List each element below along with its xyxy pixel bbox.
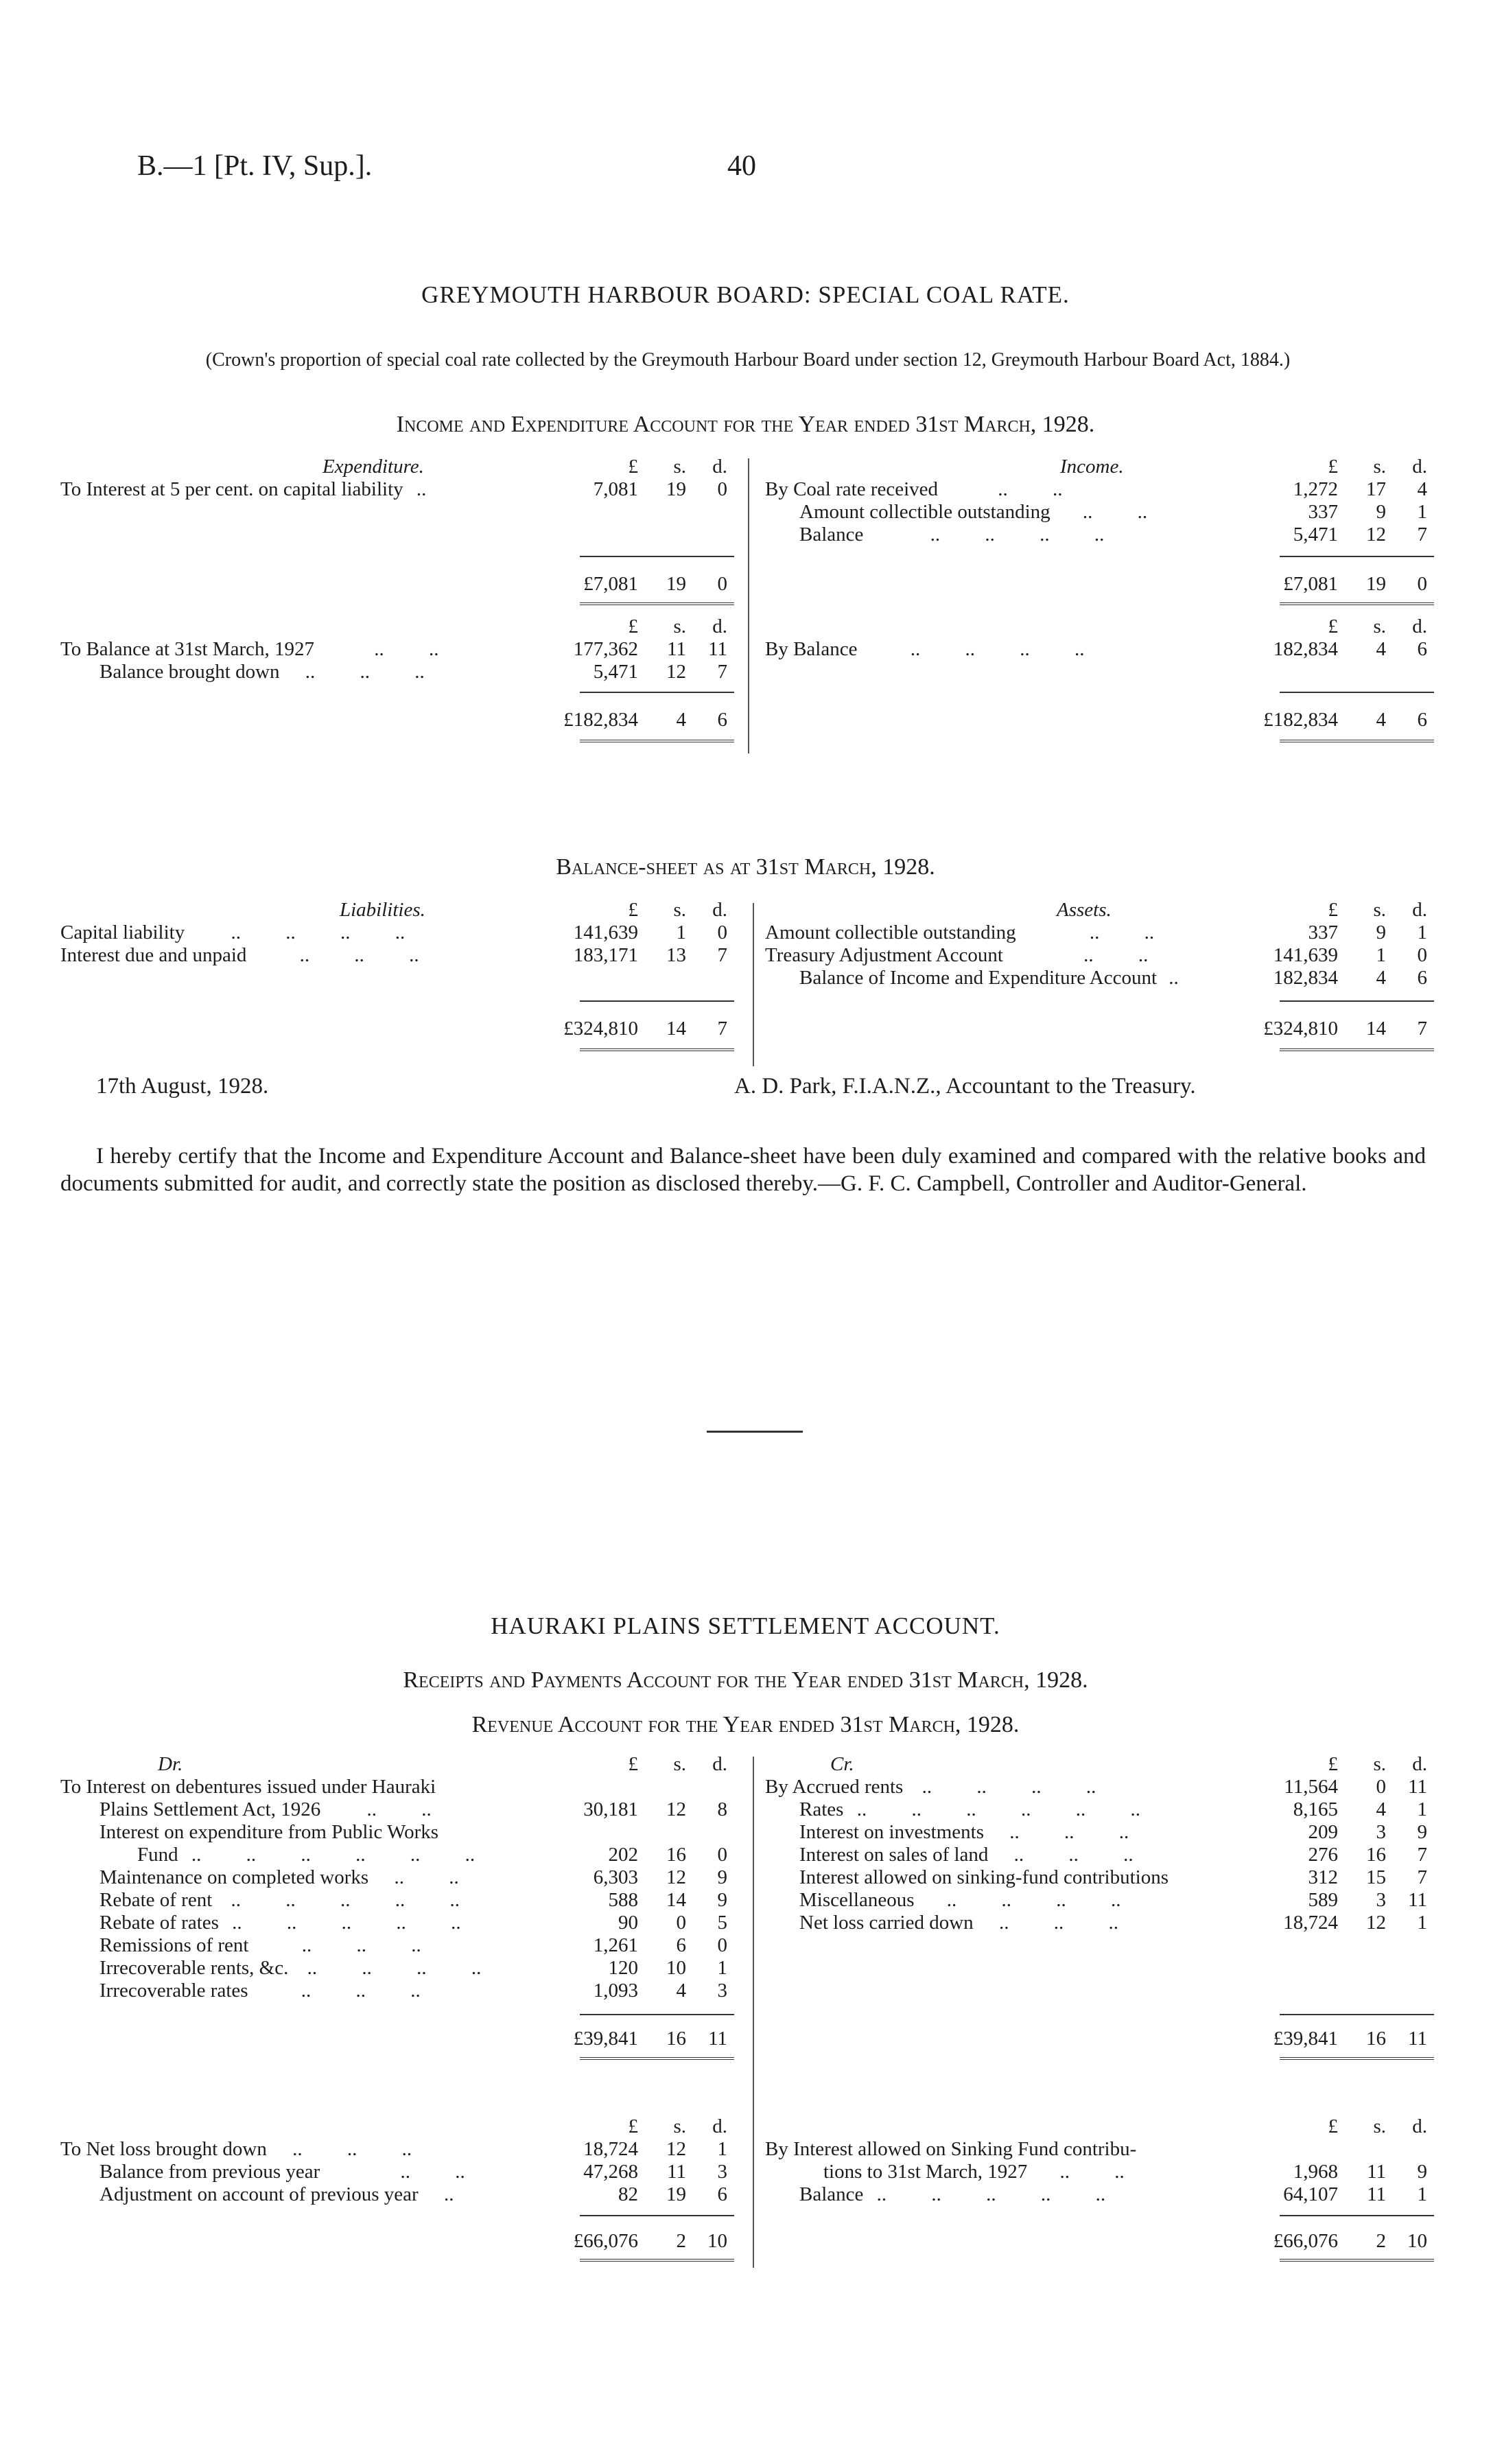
amount-pounds: 64,107 [1283,2183,1338,2205]
total-pence: 7 [1417,1018,1427,1040]
table-row: Capital liability .. .. .. .. [60,922,406,943]
sum-rule [580,2014,734,2015]
amount-shillings: 4 [676,1980,686,2002]
total-pounds: £7,081 [1283,573,1338,595]
row-label: tions to 31st March, 1927 [823,2161,1028,2183]
sum-rule [580,692,734,693]
col-pound-left: £ [628,899,638,921]
total-pounds: £182,834 [563,709,638,731]
amount-pence: 3 [717,2161,727,2183]
row-label: Net loss carried down [799,1912,974,1934]
sum-rule [1280,1000,1434,1002]
amount-pounds: 588 [608,1889,638,1911]
amount-shillings: 13 [666,944,686,966]
col-s-left: s. [673,1753,686,1775]
col-d-right: d. [1412,615,1427,637]
amount-pounds: 11,564 [1284,1776,1338,1798]
row-label: Adjustment on account of previous year [99,2183,419,2205]
amount-shillings: 9 [1376,501,1386,523]
double-rule [1280,2057,1434,2060]
amount-pounds: 1,968 [1293,2161,1338,2183]
total-pounds: £324,810 [563,1018,638,1040]
col-s-right: s. [1373,899,1386,921]
amount-pence: 0 [717,1934,727,1956]
total-pence: 10 [707,2230,727,2252]
amount-pounds: 5,471 [1293,524,1338,545]
amount-pence: 1 [717,2138,727,2160]
double-rule [580,740,734,742]
col-s-right: s. [1373,2115,1386,2137]
amount-pence: 6 [1417,967,1427,989]
table-row: tions to 31st March, 1927 .. .. [823,2161,1125,2183]
amount-pence: 7 [1417,1866,1427,1888]
row-label: Treasury Adjustment Account [765,944,1003,966]
amount-shillings: 12 [666,661,686,683]
table-row: Interest on expenditure from Public Works [99,1821,439,1843]
total-pence: 11 [708,2028,727,2050]
income-expenditure-title: Income and Expenditure Account for the Year ended 31st March, 1928. [396,412,1095,437]
receipts-payments-title: Receipts and Payments Account for the Year ended 31st March, 1928. [403,1667,1088,1693]
row-label: By Accrued rents [765,1776,904,1798]
col-pound-left: £ [628,615,638,637]
amount-pounds: 182,834 [1273,967,1338,989]
row-label: Capital liability [60,922,185,943]
page-number: 40 [727,150,756,182]
amount-shillings: 17 [1366,478,1386,500]
table-row: Plains Settlement Act, 1926 .. .. [99,1798,432,1820]
amount-shillings: 16 [1366,1844,1386,1866]
row-label: Amount collectible outstanding [799,501,1050,523]
col-d-right: d. [1412,2115,1427,2137]
amount-shillings: 3 [1376,1821,1386,1843]
total-pence: 6 [717,709,727,731]
row-label: Balance brought down [99,661,280,683]
total-shillings: 2 [1376,2230,1386,2252]
amount-shillings: 12 [1366,524,1386,545]
col-pound-right: £ [1328,1753,1338,1775]
sum-rule [1280,2014,1434,2015]
col-d-right: d. [1412,899,1427,921]
amount-pence: 9 [717,1866,727,1888]
amount-shillings: 11 [667,2161,686,2183]
total-pounds: £66,076 [1273,2230,1338,2252]
sum-rule [1280,556,1434,557]
total-shillings: 19 [1366,573,1386,595]
amount-pounds: 1,272 [1293,478,1338,500]
amount-pence: 6 [1417,638,1427,660]
row-label: Balance from previous year [99,2161,320,2183]
total-shillings: 16 [1366,2028,1386,2050]
amount-pounds: 18,724 [583,2138,638,2160]
amount-pence: 11 [1408,1776,1427,1798]
amount-shillings: 19 [666,478,686,500]
total-shillings: 19 [666,573,686,595]
amount-pounds: 8,165 [1293,1798,1338,1820]
col-s-left: s. [673,2115,686,2137]
amount-pence: 1 [1417,2183,1427,2205]
amount-pence: 3 [717,1980,727,2002]
total-pounds: £324,810 [1263,1018,1338,1040]
table-row: To Net loss brought down .. .. .. [60,2138,412,2160]
amount-pounds: 177,362 [573,638,638,660]
sum-rule [580,2215,734,2216]
auditor-certificate: I hereby certify that the Income and Expenditure Account and Balance-sheet have been duly examined and compared with the relative books and documents submitted for audit, and correctly state the position as disclosed thereby.—G. F. C. Campbell, Controller and Auditor-General. [60,1144,1426,1196]
total-shillings: 4 [1376,709,1386,731]
double-rule [1280,2259,1434,2262]
col-s-left: s. [673,456,686,478]
table-row: Adjustment on account of previous year .. [99,2183,454,2205]
amount-pence: 1 [1417,501,1427,523]
amount-pence: 1 [1417,922,1427,943]
table-row: Rebate of rates .. .. .. .. .. [99,1912,461,1934]
column-divider [753,903,754,1066]
row-label: Irrecoverable rents, &c. [99,1957,289,1979]
amount-shillings: 12 [1366,1912,1386,1934]
amount-pence: 4 [1417,478,1427,500]
row-label: Rebate of rates [99,1912,219,1934]
row-label: Remissions of rent [99,1934,249,1956]
table-row: To Interest at 5 per cent. on capital liability .. [60,478,427,500]
total-pence: 6 [1417,709,1427,731]
table-row: Balance of Income and Expenditure Account .. [799,967,1179,989]
col-d-right: d. [1412,1753,1427,1775]
amount-pounds: 589 [1308,1889,1338,1911]
amount-pence: 11 [1408,1889,1427,1911]
col-s-right: s. [1373,1753,1386,1775]
greymouth-title: GREYMOUTH HARBOUR BOARD: SPECIAL COAL RATE. [421,281,1070,308]
amount-pounds: 18,724 [1283,1912,1338,1934]
col-s-right: s. [1373,456,1386,478]
row-label: Interest on sales of land [799,1844,989,1866]
amount-pence: 7 [1417,524,1427,545]
row-label: Amount collectible outstanding [765,922,1016,943]
liabilities-heading: Liabilities. [340,899,425,921]
amount-pence: 9 [1417,1821,1427,1843]
row-label: Interest due and unpaid [60,944,247,966]
credit-heading: Cr. [830,1753,854,1775]
row-label: To Interest at 5 per cent. on capital liability [60,478,403,500]
amount-shillings: 12 [666,1798,686,1820]
table-row: Net loss carried down .. .. .. [799,1912,1118,1934]
amount-pounds: 312 [1308,1866,1338,1888]
col-s-left: s. [673,899,686,921]
total-shillings: 2 [676,2230,686,2252]
sum-rule [1280,2215,1434,2216]
document-reference: B.—1 [Pt. IV, Sup.]. [137,150,373,182]
total-pence: 7 [717,1018,727,1040]
amount-pounds: 337 [1308,501,1338,523]
amount-pence: 9 [717,1889,727,1911]
amount-shillings: 9 [1376,922,1386,943]
double-rule [580,2259,734,2262]
amount-pounds: 30,181 [583,1798,638,1820]
table-row: Miscellaneous .. .. .. .. [799,1889,1121,1911]
amount-pounds: 209 [1308,1821,1338,1843]
total-pounds: £7,081 [583,573,638,595]
amount-shillings: 12 [666,2138,686,2160]
row-label: By Coal rate received [765,478,939,500]
amount-shillings: 14 [666,1889,686,1911]
amount-pounds: 47,268 [583,2161,638,2183]
amount-shillings: 4 [1376,967,1386,989]
table-row: Irrecoverable rates .. .. .. [99,1980,421,2002]
amount-pounds: 183,171 [573,944,638,966]
sum-rule [580,1000,734,1002]
table-row: Interest due and unpaid .. .. .. [60,944,419,966]
amount-shillings: 10 [666,1957,686,1979]
double-rule [580,2057,734,2060]
revenue-account-title: Revenue Account for the Year ended 31st March, 1928. [471,1712,1020,1737]
total-shillings: 14 [1366,1018,1386,1040]
amount-pence: 9 [1417,2161,1427,2183]
table-row: Interest on investments .. .. .. [799,1821,1129,1843]
col-d-left: d. [712,615,727,637]
col-pound-right: £ [1328,615,1338,637]
total-pence: 0 [717,573,727,595]
table-row: Irrecoverable rents, &c. .. .. .. .. [99,1957,482,1979]
column-divider [748,458,749,753]
amount-pounds: 182,834 [1273,638,1338,660]
amount-pounds: 141,639 [1273,944,1338,966]
amount-shillings: 0 [676,1912,686,1934]
amount-shillings: 4 [1376,1798,1386,1820]
total-shillings: 4 [676,709,686,731]
row-label: By Balance [765,638,858,660]
amount-pounds: 1,093 [593,1980,638,2002]
amount-shillings: 19 [666,2183,686,2205]
table-row: To Balance at 31st March, 1927 .. .. [60,638,439,660]
row-label: Rebate of rent [99,1889,213,1911]
total-pence: 0 [1417,573,1427,595]
table-row: By Coal rate received .. .. [765,478,1063,500]
total-pounds: £182,834 [1263,709,1338,731]
total-pounds: £39,841 [1273,2028,1338,2050]
row-label: Rates [799,1798,844,1820]
amount-pence: 1 [717,1957,727,1979]
total-pounds: £66,076 [573,2230,638,2252]
amount-shillings: 11 [1367,2161,1386,2183]
amount-pounds: 141,639 [573,922,638,943]
col-pound-left: £ [628,1753,638,1775]
col-d-left: d. [712,1753,727,1775]
amount-shillings: 15 [1366,1866,1386,1888]
column-divider [753,1757,754,2268]
total-shillings: 14 [666,1018,686,1040]
table-row: To Interest on debentures issued under Hauraki [60,1776,436,1798]
double-rule [1280,1048,1434,1051]
amount-pounds: 82 [618,2183,638,2205]
amount-pence: 1 [1417,1912,1427,1934]
row-label: Fund [137,1844,178,1866]
table-row: Balance brought down .. .. .. [99,661,425,683]
col-pound-right: £ [1328,2115,1338,2137]
table-row: Maintenance on completed works .. .. [99,1866,459,1888]
amount-shillings: 11 [1367,2183,1386,2205]
row-label: To Balance at 31st March, 1927 [60,638,315,660]
table-row: Balance from previous year .. .. [99,2161,465,2183]
amount-pence: 1 [1417,1798,1427,1820]
amount-pence: 5 [717,1912,727,1934]
row-label: Miscellaneous [799,1889,915,1911]
amount-pounds: 1,261 [593,1934,638,1956]
amount-shillings: 16 [666,1844,686,1866]
row-label: Balance of Income and Expenditure Account [799,967,1157,989]
col-d-left: d. [712,2115,727,2137]
greymouth-note: (Crown's proportion of special coal rate collected by the Greymouth Harbour Board under section 12, Greymouth Harbour Board Act, 1884.) [205,349,1291,371]
amount-pence: 0 [1417,944,1427,966]
table-row: Rates .. .. .. .. .. .. [799,1798,1140,1820]
expenditure-heading: Expenditure. [322,456,424,478]
sum-rule [580,556,734,557]
income-heading: Income. [1060,456,1124,478]
table-row: By Balance .. .. .. .. [765,638,1085,660]
amount-shillings: 6 [676,1934,686,1956]
amount-pence: 7 [717,944,727,966]
row-label: Plains Settlement Act, 1926 [99,1798,321,1820]
amount-shillings: 12 [666,1866,686,1888]
col-d-right: d. [1412,456,1427,478]
amount-shillings: 0 [1376,1776,1386,1798]
amount-pence: 11 [708,638,727,660]
double-rule [580,602,734,605]
debit-heading: Dr. [158,1753,183,1775]
amount-pence: 7 [1417,1844,1427,1866]
amount-pounds: 337 [1308,922,1338,943]
col-pound-left: £ [628,2115,638,2137]
double-rule [580,1048,734,1051]
double-rule [1280,602,1434,605]
amount-pounds: 7,081 [593,478,638,500]
row-label: To Net loss brought down [60,2138,267,2160]
accountant-signature: A. D. Park, F.I.A.N.Z., Accountant to the Treasury. [734,1074,1196,1099]
amount-pounds: 120 [608,1957,638,1979]
amount-shillings: 11 [667,638,686,660]
amount-shillings: 3 [1376,1889,1386,1911]
amount-pence: 0 [717,478,727,500]
table-row: Amount collectible outstanding .. .. [765,922,1155,943]
table-row: Balance .. .. .. .. .. [799,2183,1106,2205]
amount-shillings: 1 [1376,944,1386,966]
row-label: Irrecoverable rates [99,1980,248,2002]
row-label: Balance [799,2183,864,2205]
amount-pence: 0 [717,922,727,943]
col-d-left: d. [712,899,727,921]
col-s-left: s. [673,615,686,637]
table-row: Interest allowed on sinking-fund contributions [799,1866,1169,1888]
row-label: Interest on investments [799,1821,985,1843]
balance-sheet-title: Balance-sheet as at 31st March, 1928. [556,854,935,880]
signature-date: 17th August, 1928. [96,1074,269,1099]
table-row: Remissions of rent .. .. .. [99,1934,421,1956]
table-row: Rebate of rent .. .. .. .. .. [99,1889,460,1911]
col-s-right: s. [1373,615,1386,637]
table-row: Interest on sales of land .. .. .. [799,1844,1134,1866]
table-row: By Interest allowed on Sinking Fund contribu- [765,2138,1137,2160]
amount-pence: 6 [717,2183,727,2205]
hauraki-title: HAURAKI PLAINS SETTLEMENT ACCOUNT. [491,1612,1000,1639]
total-pence: 11 [1408,2028,1427,2050]
amount-pence: 7 [717,661,727,683]
table-row: By Accrued rents .. .. .. .. [765,1776,1096,1798]
amount-pounds: 5,471 [593,661,638,683]
table-row: Amount collectible outstanding .. .. [799,501,1148,523]
sum-rule [1280,692,1434,693]
row-label: Maintenance on completed works [99,1866,369,1888]
amount-pounds: 276 [1308,1844,1338,1866]
amount-pounds: 202 [608,1844,638,1866]
amount-shillings: 1 [676,922,686,943]
amount-pence: 0 [717,1844,727,1866]
col-pound-left: £ [628,456,638,478]
total-shillings: 16 [666,2028,686,2050]
row-label: Balance [799,524,864,545]
total-pence: 10 [1407,2230,1427,2252]
total-pounds: £39,841 [573,2028,638,2050]
col-pound-right: £ [1328,456,1338,478]
assets-heading: Assets. [1057,899,1112,921]
amount-shillings: 4 [1376,638,1386,660]
table-row: Fund .. .. .. .. .. .. [137,1844,476,1866]
table-row: Treasury Adjustment Account .. .. [765,944,1149,966]
col-d-left: d. [712,456,727,478]
section-divider [707,1431,803,1433]
amount-pounds: 6,303 [593,1866,638,1888]
col-pound-right: £ [1328,899,1338,921]
table-row: Balance .. .. .. .. [799,524,1105,545]
amount-pence: 8 [717,1798,727,1820]
amount-pounds: 90 [618,1912,638,1934]
double-rule [1280,740,1434,742]
